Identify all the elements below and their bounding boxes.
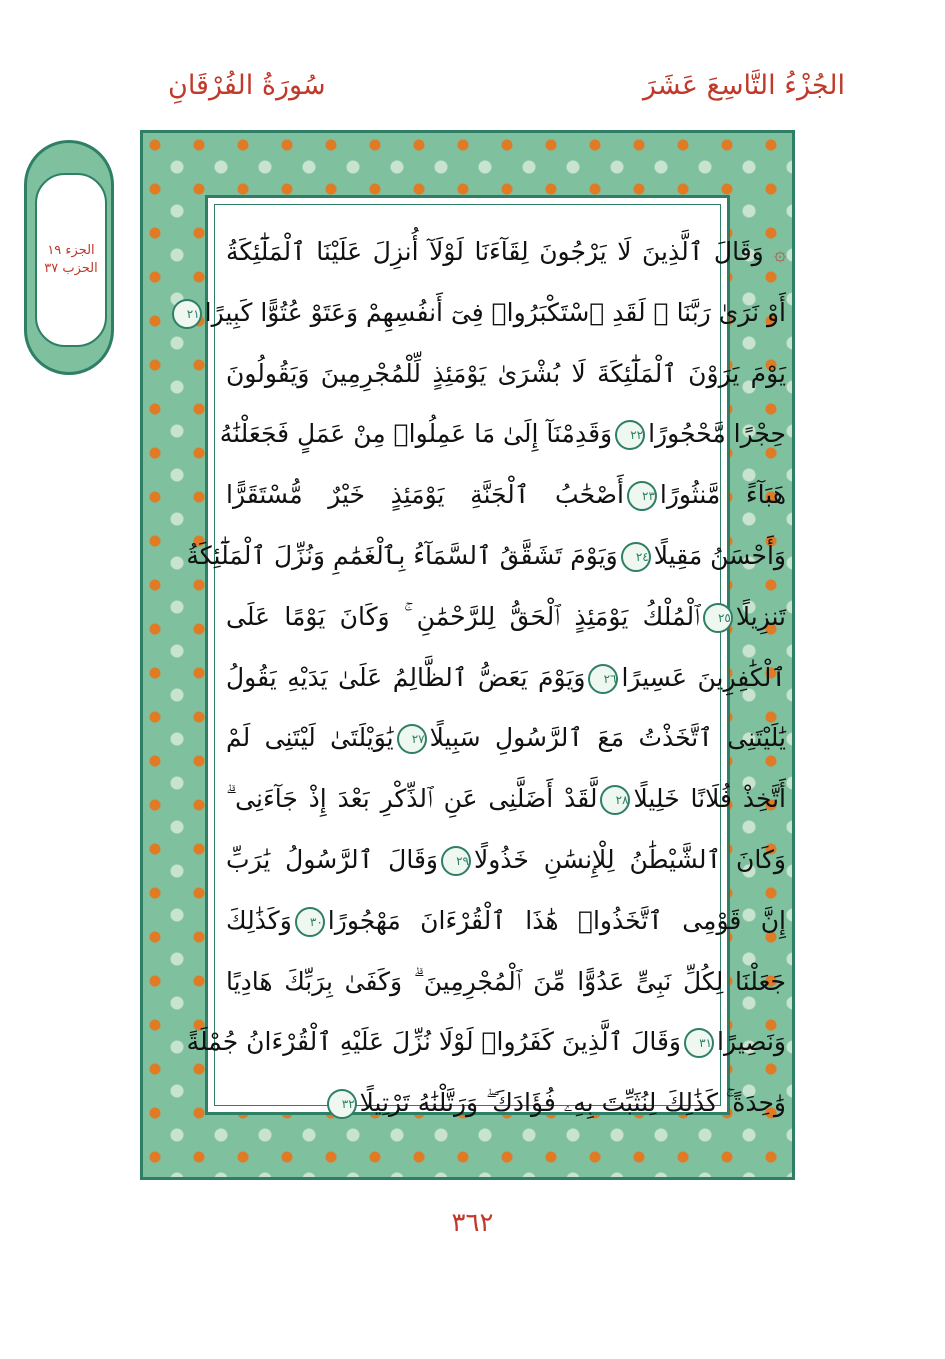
verse-text: يَٰوَيْلَتَىٰ لَيْتَنِى لَمْ [226,723,394,753]
ayah-number-marker: ٢٨ [600,785,630,815]
hizb-side-marker-panel [35,173,107,347]
verse-text: وَأَحْسَنُ مَقِيلًا [653,540,786,570]
verse-text: تَنزِيلًا [735,601,786,631]
verse-text: وَنَصِيرًا [717,1027,786,1057]
text-line [219,404,786,465]
text-line [186,1012,786,1073]
ayah-number-marker: ٢٧ [397,724,427,754]
verse-text: هَبَآءً مَّنثُورًا [659,480,787,510]
verse-text: وَقَالَ ٱلرَّسُولُ يَٰرَبِّ [226,844,438,874]
verse-text: ٱلْكَٰفِرِينَ عَسِيرًا [621,662,787,692]
text-line [186,526,786,587]
page-number: ٣٦٢ [451,1208,494,1238]
verse-text: وَقَدِمْنَآ إِلَىٰ مَا عَمِلُوا۟ مِنْ عَمَلٍ فَجَعَلْنَٰهُ [219,419,613,449]
text-line [226,1073,786,1134]
surah-title: سُورَةُ الفُرْقَانِ [168,70,326,101]
text-line [226,952,786,1013]
ayah-number-marker: ٢٣ [627,481,657,511]
verse-text: لَّقَدْ أَضَلَّنِى عَنِ ٱلذِّكْرِ بَعْدَ إِذْ جَآءَنِى ۗ [226,784,598,814]
ayah-number-marker: ٢٦ [588,664,618,694]
juz-title: الجُزْءُ التَّاسِعَ عَشَرَ [642,70,845,101]
verse-text: إِنَّ قَوْمِى ٱتَّخَذُوا۟ هَٰذَا ٱلْقُرْءَانَ مَهْجُورًا [327,905,786,935]
verse-text: ٱلْمُلْكُ يَوْمَئِذٍ ٱلْحَقُّ لِلرَّحْمَٰنِ ۚ وَكَانَ يَوْمًا عَلَى [226,601,700,631]
verse-text: يَوْمَ يَرَوْنَ ٱلْمَلَٰٓئِكَةَ لَا بُشْرَىٰ يَوْمَئِذٍ لِّلْمُجْرِمِينَ وَيَقُولُونَ [226,358,786,388]
verse-text: وَيَوْمَ يَعَضُّ ٱلظَّالِمُ عَلَىٰ يَدَيْهِ يَقُولُ [226,662,586,692]
text-line [226,648,786,709]
text-line [226,465,786,526]
verse-text: جَعَلْنَا لِكُلِّ نَبِىٍّ عَدُوًّا مِّنَ ٱلْمُجْرِمِينَ ۗ وَكَفَىٰ بِرَبِّكَ هَادِيًا [226,966,786,996]
ayah-number-marker: ٢١ [172,299,202,329]
verse-text: وَكَذَٰلِكَ [226,905,292,935]
verse-text: وَكَانَ ٱلشَّيْطَٰنُ لِلْإِنسَٰنِ خَذُولًا [473,844,786,874]
ayah-number-marker: ٢٢ [615,420,645,450]
ayah-number-marker: ٣٠ [295,907,325,937]
hizb-side-marker [24,140,114,375]
verse-text: أَوْ نَرَىٰ رَبَّنَا ۗ لَقَدِ ٱسْتَكْبَرُوا۟ فِىٓ أَنفُسِهِمْ وَعَتَوْ عُتُوًّا كَبِيرًا [204,297,786,327]
verse-text: وَيَوْمَ تَشَقَّقُ ٱلسَّمَآءُ بِٱلْغَمَٰمِ وَنُزِّلَ ٱلْمَلَٰٓئِكَةُ [186,540,618,570]
verse-text: وَٰحِدَةً ۚ كَذَٰلِكَ لِنُثَبِّتَ بِهِۦ فُؤَادَكَ ۖ وَرَتَّلْنَٰهُ تَرْتِيلًا [359,1088,786,1118]
text-line [226,769,786,830]
juz-label: الجزء ١٩ [47,243,95,258]
text-line [186,283,786,344]
verse-text: يَٰلَيْتَنِى ٱتَّخَذْتُ مَعَ ٱلرَّسُولِ سَبِيلًا [429,723,786,753]
text-line [226,587,786,648]
verse-text: أَتَّخِذْ فُلَانًا خَلِيلًا [633,784,786,814]
ayah-number-marker: ٣٢ [327,1089,357,1119]
hizb-star-icon: ۞ [774,241,786,265]
verse-text: أَصْحَٰبُ ٱلْجَنَّةِ يَوْمَئِذٍ خَيْرٌ مُّسْتَقَرًّا [226,480,624,510]
hizb-label: الحزب ٣٧ [44,261,98,276]
quran-text [186,222,787,1134]
text-line [226,708,786,769]
ayah-number-marker: ٢٩ [441,846,471,876]
text-line [226,344,786,405]
verse-text: وَقَالَ ٱلَّذِينَ كَفَرُوا۟ لَوْلَا نُزِّلَ عَلَيْهِ ٱلْقُرْءَانُ جُمْلَةً [186,1027,681,1057]
ayah-number-marker: ٢٤ [621,542,651,572]
ayah-number-marker: ٢٥ [703,603,733,633]
verse-text: وَقَالَ ٱلَّذِينَ لَا يَرْجُونَ لِقَآءَنَا لَوْلَآ أُنزِلَ عَلَيْنَا ٱلْمَلَٰٓئِكَةُ [226,237,764,266]
text-line [226,891,786,952]
text-line [226,830,786,891]
verse-text: حِجْرًا مَّحْجُورًا [648,419,786,449]
ayah-number-marker: ٣١ [684,1028,714,1058]
text-line [226,222,786,283]
